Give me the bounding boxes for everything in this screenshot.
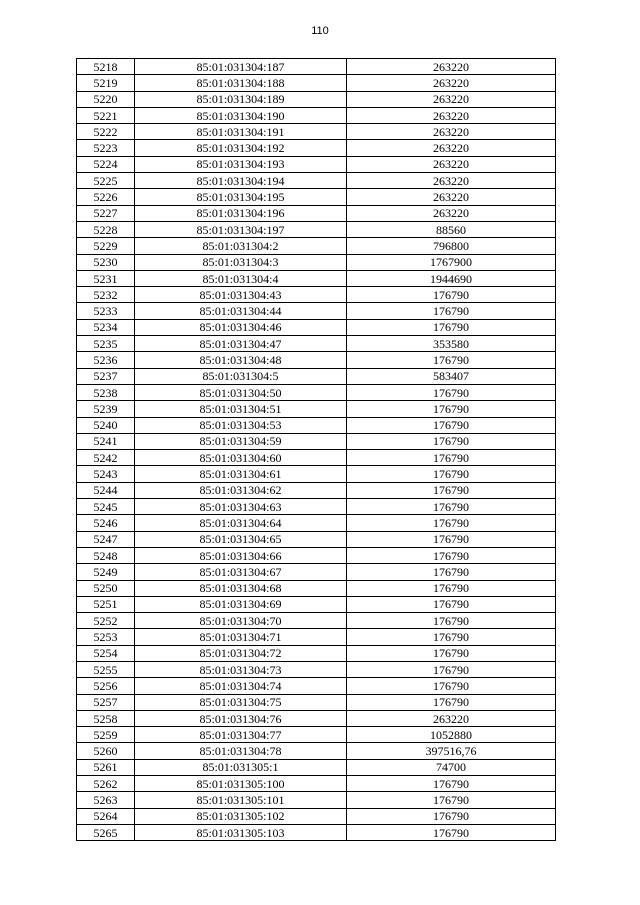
row-number-cell: 5249: [77, 564, 135, 580]
cadastral-number-cell: 85:01:031304:194: [135, 173, 347, 189]
row-number-cell: 5265: [77, 824, 135, 840]
cadastral-number-cell: 85:01:031304:76: [135, 710, 347, 726]
table-row: [77, 482, 556, 498]
row-number-cell: 5243: [77, 466, 135, 482]
cadastral-number-cell: 85:01:031304:48: [135, 352, 347, 368]
cadastral-number-cell: 85:01:031304:51: [135, 401, 347, 417]
value-cell: 176790: [347, 499, 556, 515]
row-number-cell: 5240: [77, 417, 135, 433]
cadastral-number-cell: 85:01:031304:5: [135, 368, 347, 384]
value-cell: 263220: [347, 205, 556, 221]
cadastral-number-cell: 85:01:031304:66: [135, 547, 347, 563]
cadastral-number-cell: 85:01:031304:4: [135, 270, 347, 286]
cadastral-value-table: [76, 58, 556, 841]
cadastral-number-cell: 85:01:031305:103: [135, 824, 347, 840]
cadastral-number-cell: 85:01:031304:69: [135, 596, 347, 612]
table-row: [77, 91, 556, 107]
row-number-cell: 5219: [77, 75, 135, 91]
cadastral-number-cell: 85:01:031304:197: [135, 221, 347, 237]
table-row: [77, 759, 556, 775]
table-row: [77, 433, 556, 449]
cadastral-number-cell: 85:01:031304:195: [135, 189, 347, 205]
table-row: [77, 384, 556, 400]
cadastral-number-cell: 85:01:031304:53: [135, 417, 347, 433]
value-cell: 1052880: [347, 727, 556, 743]
table-row: [77, 417, 556, 433]
row-number-cell: 5251: [77, 596, 135, 612]
table-row: [77, 499, 556, 515]
row-number-cell: 5234: [77, 319, 135, 335]
cadastral-number-cell: 85:01:031304:191: [135, 124, 347, 140]
cadastral-number-cell: 85:01:031304:71: [135, 629, 347, 645]
row-number-cell: 5233: [77, 303, 135, 319]
row-number-cell: 5260: [77, 743, 135, 759]
cadastral-number-cell: 85:01:031304:68: [135, 580, 347, 596]
row-number-cell: 5248: [77, 547, 135, 563]
value-cell: 176790: [347, 564, 556, 580]
row-number-cell: 5253: [77, 629, 135, 645]
row-number-cell: 5220: [77, 91, 135, 107]
table-row: [77, 173, 556, 189]
table-row: [77, 727, 556, 743]
cadastral-number-cell: 85:01:031304:47: [135, 336, 347, 352]
row-number-cell: 5228: [77, 221, 135, 237]
cadastral-number-cell: 85:01:031304:43: [135, 287, 347, 303]
row-number-cell: 5223: [77, 140, 135, 156]
row-number-cell: 5239: [77, 401, 135, 417]
cadastral-number-cell: 85:01:031305:1: [135, 759, 347, 775]
row-number-cell: 5244: [77, 482, 135, 498]
table-row: [77, 401, 556, 417]
table-row: [77, 221, 556, 237]
table-row: [77, 596, 556, 612]
row-number-cell: 5246: [77, 515, 135, 531]
value-cell: 176790: [347, 352, 556, 368]
table-row: [77, 336, 556, 352]
row-number-cell: 5261: [77, 759, 135, 775]
cadastral-number-cell: 85:01:031304:187: [135, 59, 347, 75]
value-cell: 263220: [347, 75, 556, 91]
value-cell: 176790: [347, 596, 556, 612]
table-row: [77, 808, 556, 824]
table-row: [77, 531, 556, 547]
value-cell: 176790: [347, 580, 556, 596]
cadastral-number-cell: 85:01:031304:70: [135, 613, 347, 629]
value-cell: 176790: [347, 531, 556, 547]
row-number-cell: 5237: [77, 368, 135, 384]
table-row: [77, 710, 556, 726]
value-cell: 397516,76: [347, 743, 556, 759]
value-cell: 176790: [347, 303, 556, 319]
value-cell: 176790: [347, 515, 556, 531]
cadastral-number-cell: 85:01:031304:63: [135, 499, 347, 515]
table-row: [77, 629, 556, 645]
cadastral-number-cell: 85:01:031305:101: [135, 792, 347, 808]
cadastral-number-cell: 85:01:031304:59: [135, 433, 347, 449]
value-cell: 176790: [347, 661, 556, 677]
cadastral-number-cell: 85:01:031304:192: [135, 140, 347, 156]
table-row: [77, 678, 556, 694]
table-row: [77, 319, 556, 335]
cadastral-number-cell: 85:01:031304:2: [135, 238, 347, 254]
value-cell: 176790: [347, 694, 556, 710]
value-cell: 176790: [347, 613, 556, 629]
cadastral-number-cell: 85:01:031304:196: [135, 205, 347, 221]
table-row: [77, 743, 556, 759]
row-number-cell: 5241: [77, 433, 135, 449]
value-cell: 176790: [347, 433, 556, 449]
row-number-cell: 5221: [77, 107, 135, 123]
table-row: [77, 303, 556, 319]
cadastral-number-cell: 85:01:031304:61: [135, 466, 347, 482]
value-cell: 176790: [347, 319, 556, 335]
value-cell: 176790: [347, 450, 556, 466]
cadastral-number-cell: 85:01:031304:193: [135, 156, 347, 172]
cadastral-number-cell: 85:01:031304:74: [135, 678, 347, 694]
table-row: [77, 107, 556, 123]
cadastral-number-cell: 85:01:031305:100: [135, 776, 347, 792]
table-row: [77, 694, 556, 710]
table-row: [77, 466, 556, 482]
value-cell: 263220: [347, 710, 556, 726]
cadastral-number-cell: 85:01:031304:72: [135, 645, 347, 661]
value-cell: 176790: [347, 466, 556, 482]
row-number-cell: 5222: [77, 124, 135, 140]
cadastral-number-cell: 85:01:031304:190: [135, 107, 347, 123]
value-cell: 263220: [347, 156, 556, 172]
row-number-cell: 5254: [77, 645, 135, 661]
value-cell: 263220: [347, 124, 556, 140]
cadastral-number-cell: 85:01:031304:60: [135, 450, 347, 466]
table-row: [77, 287, 556, 303]
cadastral-number-cell: 85:01:031304:62: [135, 482, 347, 498]
table-row: [77, 547, 556, 563]
value-cell: 263220: [347, 140, 556, 156]
row-number-cell: 5230: [77, 254, 135, 270]
cadastral-number-cell: 85:01:031304:73: [135, 661, 347, 677]
row-number-cell: 5264: [77, 808, 135, 824]
cadastral-number-cell: 85:01:031304:64: [135, 515, 347, 531]
value-cell: 176790: [347, 417, 556, 433]
value-cell: 263220: [347, 91, 556, 107]
row-number-cell: 5242: [77, 450, 135, 466]
value-cell: 176790: [347, 792, 556, 808]
page-number: 110: [311, 25, 329, 37]
table-row: [77, 189, 556, 205]
value-cell: 176790: [347, 678, 556, 694]
table-row: [77, 792, 556, 808]
table-row: [77, 270, 556, 286]
table-row: [77, 352, 556, 368]
table-row: [77, 59, 556, 75]
value-cell: 74700: [347, 759, 556, 775]
table-row: [77, 205, 556, 221]
value-cell: 1767900: [347, 254, 556, 270]
row-number-cell: 5227: [77, 205, 135, 221]
table-row: [77, 824, 556, 840]
value-cell: 176790: [347, 808, 556, 824]
row-number-cell: 5225: [77, 173, 135, 189]
table-row: [77, 368, 556, 384]
row-number-cell: 5236: [77, 352, 135, 368]
cadastral-number-cell: 85:01:031304:78: [135, 743, 347, 759]
row-number-cell: 5252: [77, 613, 135, 629]
cadastral-number-cell: 85:01:031304:46: [135, 319, 347, 335]
value-cell: 263220: [347, 59, 556, 75]
value-cell: 176790: [347, 482, 556, 498]
value-cell: 353580: [347, 336, 556, 352]
cadastral-number-cell: 85:01:031304:50: [135, 384, 347, 400]
cadastral-number-cell: 85:01:031304:75: [135, 694, 347, 710]
row-number-cell: 5224: [77, 156, 135, 172]
value-cell: 1944690: [347, 270, 556, 286]
row-number-cell: 5262: [77, 776, 135, 792]
cadastral-number-cell: 85:01:031305:102: [135, 808, 347, 824]
cadastral-number-cell: 85:01:031304:65: [135, 531, 347, 547]
table-row: [77, 645, 556, 661]
cadastral-number-cell: 85:01:031304:44: [135, 303, 347, 319]
value-cell: 176790: [347, 629, 556, 645]
table-row: [77, 75, 556, 91]
row-number-cell: 5226: [77, 189, 135, 205]
row-number-cell: 5247: [77, 531, 135, 547]
value-cell: 263220: [347, 189, 556, 205]
row-number-cell: 5238: [77, 384, 135, 400]
row-number-cell: 5235: [77, 336, 135, 352]
row-number-cell: 5257: [77, 694, 135, 710]
row-number-cell: 5263: [77, 792, 135, 808]
table-body: [77, 59, 556, 841]
row-number-cell: 5218: [77, 59, 135, 75]
value-cell: 176790: [347, 645, 556, 661]
value-cell: 263220: [347, 107, 556, 123]
row-number-cell: 5250: [77, 580, 135, 596]
row-number-cell: 5232: [77, 287, 135, 303]
cadastral-number-cell: 85:01:031304:77: [135, 727, 347, 743]
value-cell: 88560: [347, 221, 556, 237]
row-number-cell: 5258: [77, 710, 135, 726]
cadastral-number-cell: 85:01:031304:67: [135, 564, 347, 580]
table-row: [77, 124, 556, 140]
value-cell: 176790: [347, 401, 556, 417]
table-row: [77, 776, 556, 792]
value-cell: 176790: [347, 824, 556, 840]
row-number-cell: 5259: [77, 727, 135, 743]
table-row: [77, 613, 556, 629]
table-row: [77, 140, 556, 156]
value-cell: 263220: [347, 173, 556, 189]
value-cell: 176790: [347, 547, 556, 563]
row-number-cell: 5229: [77, 238, 135, 254]
table-row: [77, 450, 556, 466]
table-row: [77, 515, 556, 531]
row-number-cell: 5255: [77, 661, 135, 677]
value-cell: 796800: [347, 238, 556, 254]
table-row: [77, 156, 556, 172]
value-cell: 176790: [347, 776, 556, 792]
cadastral-number-cell: 85:01:031304:3: [135, 254, 347, 270]
value-cell: 176790: [347, 287, 556, 303]
row-number-cell: 5256: [77, 678, 135, 694]
table-row: [77, 580, 556, 596]
cadastral-number-cell: 85:01:031304:189: [135, 91, 347, 107]
value-cell: 176790: [347, 384, 556, 400]
table-row: [77, 238, 556, 254]
table-row: [77, 661, 556, 677]
row-number-cell: 5231: [77, 270, 135, 286]
table-row: [77, 254, 556, 270]
table-row: [77, 564, 556, 580]
row-number-cell: 5245: [77, 499, 135, 515]
value-cell: 583407: [347, 368, 556, 384]
cadastral-number-cell: 85:01:031304:188: [135, 75, 347, 91]
